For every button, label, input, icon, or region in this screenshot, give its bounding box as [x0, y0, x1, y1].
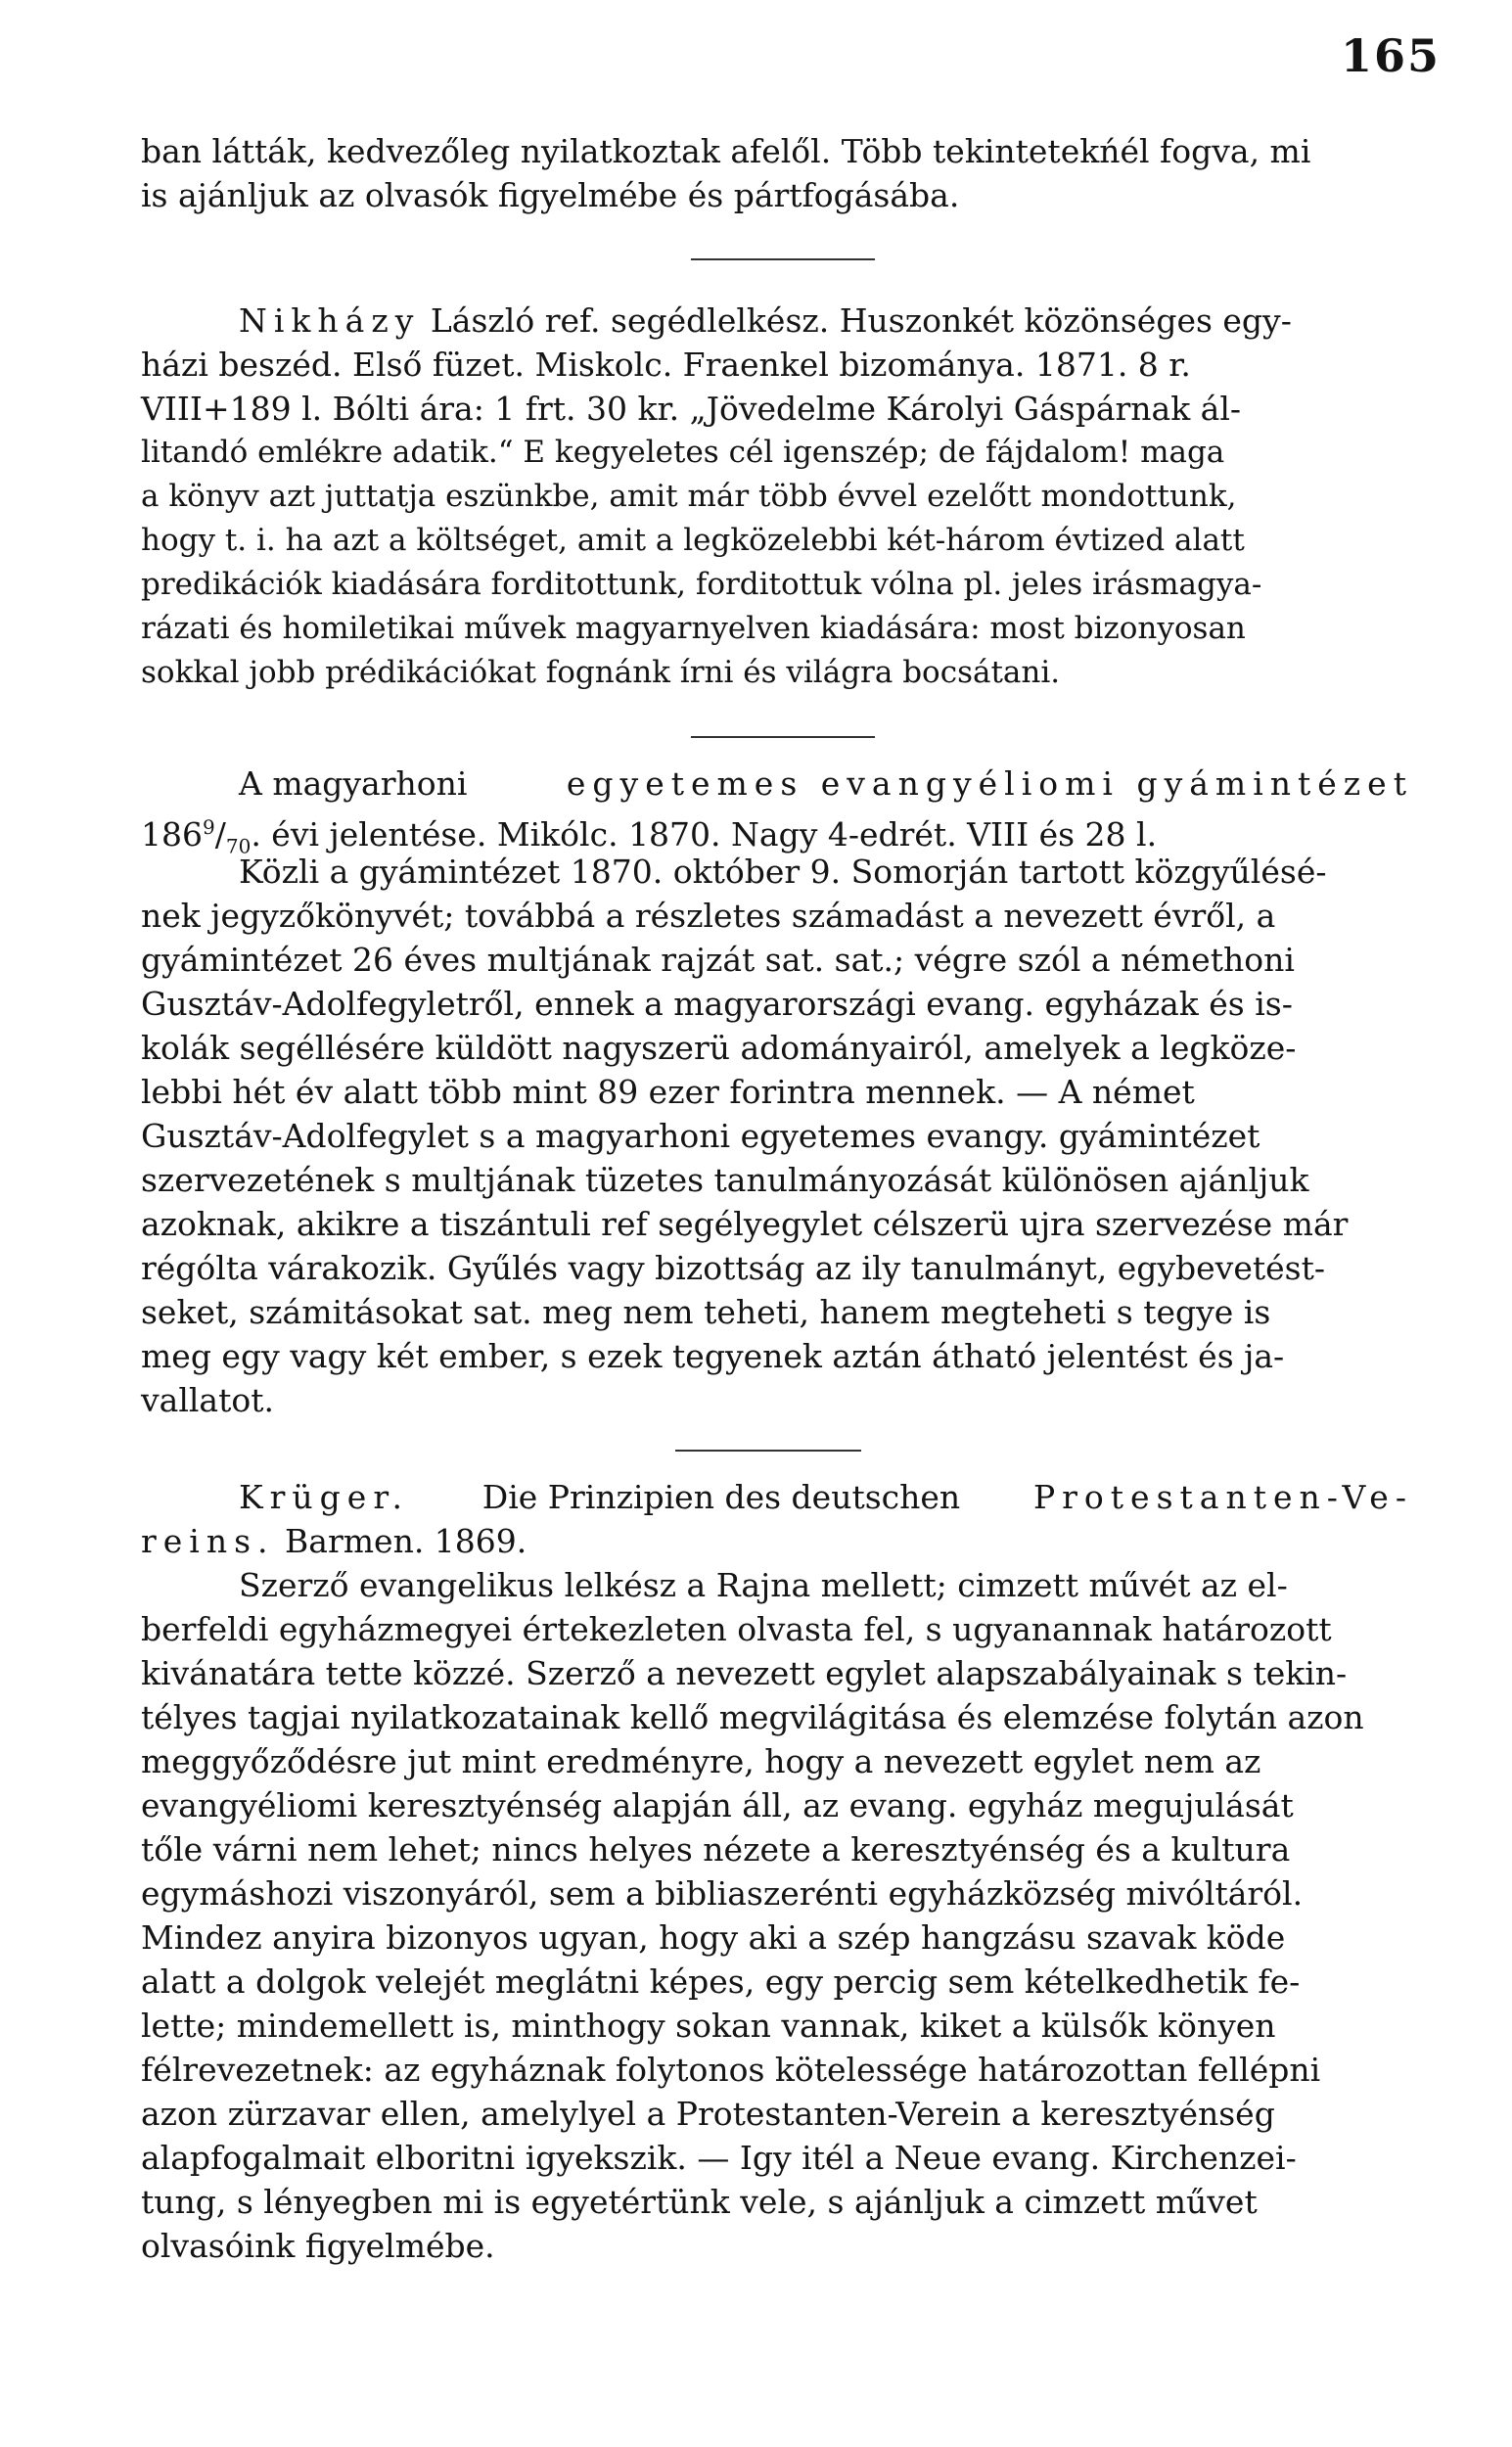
text-line: rázati és homiletikai művek magyarnyelven kiadására: most bizonyosan: [141, 611, 1246, 646]
text-line: evangyéliomi keresztyénség alapján áll, az evang. egyház megujulását: [141, 1786, 1294, 1824]
separator-rule: [675, 1450, 861, 1452]
section-3: [141, 762, 1413, 1422]
separator-rule: [691, 736, 875, 738]
author-name: Krüger.: [239, 1478, 409, 1516]
section-2: [141, 299, 1413, 695]
text-line: a könyv azt juttatja eszünkbe, amit már több évvel ezelőtt mondottunk,: [141, 479, 1237, 514]
text-line: régólta várakozik. Gyűlés vagy bizottság az ily tanulmányt, egybevetést-: [141, 1249, 1325, 1287]
section-4: [141, 1475, 1413, 2268]
text-line: meg egy vagy két ember, s ezek tegyenek aztán átható jelentést és ja-: [141, 1337, 1285, 1375]
text-line: predikációk kiadására forditottunk, forditottuk vólna pl. jeles irásmagya-: [141, 567, 1262, 602]
text-line: házi beszéd. Első füzet. Miskolc. Fraenkel bizománya. 1871. 8 r.: [141, 346, 1191, 384]
text-line: meggyőződésre jut mint eredményre, hogy a nevezett egylet nem az: [141, 1742, 1261, 1780]
text-line: litandó emlékre adatik.“ E kegyeletes cél igenszép; de fájdalom! maga: [141, 435, 1225, 470]
text-line: reins. Barmen. 1869.: [141, 1522, 527, 1560]
text-line: tőle várni nem lehet; nincs helyes nézete a keresztyénség és a kultura: [141, 1830, 1291, 1869]
text-line: nek jegyzőkönyvét; továbbá a részletes számadást a nevezett évről, a: [141, 897, 1276, 935]
text-line: alatt a dolgok velejét meglátni képes, egy percig sem kételkedhetik fe-: [141, 1962, 1301, 2001]
text-line: Gusztáv-Adolfegylet s a magyarhoni egyetemes evangy. gyámintézet: [141, 1117, 1260, 1155]
text-line: $186^9/_{70}$. évi jelentése. Mikólc. 1870. Nagy 4-edrét. VIII és 28 l.: [141, 815, 1158, 858]
text-line: berfeldi egyházmegyei értekezleten olvasta fel, s ugyanannak határozott: [141, 1610, 1332, 1648]
page-number: 165: [1341, 29, 1442, 82]
text-line: [141, 1475, 1413, 1519]
text-line: Mindez anyira bizonyos ugyan, hogy aki a szép hangzásu szavak köde: [141, 1918, 1286, 1957]
text-line: [141, 762, 1413, 806]
text-line: alapfogalmait elboritni igyekszik. — Igy itél a Neue evang. Kirchenzei-: [141, 2139, 1297, 2177]
book-title-spaced: Protestanten-Ve-: [1032, 1478, 1413, 1516]
text-line: ban látták, kedvezőleg nyilatkoztak afelől. Több tekintetekńél fogva, mi: [141, 132, 1311, 170]
text-line: félrevezetnek: az egyháznak folytonos kötelessége határozottan fellépni: [141, 2051, 1321, 2089]
text-line: Szerző evangelikus lelkész a Rajna mellett; cimzett művét az el-: [239, 1566, 1288, 1604]
text-line: hogy t. i. ha azt a költséget, amit a legközelebbi két-három évtized alatt: [141, 523, 1245, 558]
text-line: olvasóink figyelmébe.: [141, 2227, 495, 2265]
report-title-prefix: A magyarhoni: [239, 764, 468, 803]
text-line: kivánatára tette közzé. Szerző a nevezett egylet alapszabályainak s tekin-: [141, 1654, 1348, 1692]
text-line: tung, s lényegben mi is egyetértünk vele, s ajánljuk a cimzett művet: [141, 2183, 1258, 2221]
text-line: kolák segéllésére küldött nagyszerü adományairól, amelyek a legköze-: [141, 1029, 1297, 1067]
text-line: vallatot.: [141, 1381, 274, 1419]
text-line: lette; mindemellett is, minthogy sokan vannak, kiket a külsők könyen: [141, 2007, 1276, 2045]
text-line: azon zürzavar ellen, amelylyel a Protestanten-Verein a keresztyénség: [141, 2095, 1275, 2133]
section-1: [141, 129, 1413, 217]
text-line: gyámintézet 26 éves multjának rajzát sat. sat.; végre szól a némethoni: [141, 941, 1295, 979]
text-line: azoknak, akikre a tiszántuli ref segélyegylet célszerü ujra szervezése már: [141, 1205, 1349, 1243]
text-line: egymáshozi viszonyáról, sem a bibliaszerénti egyházközség mivóltáról.: [141, 1874, 1304, 1913]
text-line: szervezetének s multjának tüzetes tanulmányozását különösen ajánljuk: [141, 1161, 1309, 1199]
text-line: VIII+189 l. Bólti ára: 1 frt. 30 kr. „Jövedelme Károlyi Gáspárnak ál-: [141, 390, 1242, 428]
text-line: Nikházy László ref. segédlelkész. Huszonkét közönséges egy-: [141, 299, 1413, 343]
report-title: egyetemes evangyéliomi gyámintézet: [566, 764, 1413, 803]
text-line: télyes tagjai nyilatkozatainak kellő megvilágitása és elemzése folytán azon: [141, 1698, 1364, 1736]
text-line: Gusztáv-Adolfegyletről, ennek a magyarországi evang. egyházak és is-: [141, 985, 1293, 1023]
text-line: lebbi hét év alatt több mint 89 ezer forintra mennek. — A német: [141, 1073, 1195, 1111]
separator-rule: [691, 258, 875, 260]
text-line: seket, számitásokat sat. meg nem teheti, hanem megteheti s tegye is: [141, 1293, 1271, 1331]
text-line: is ajánljuk az olvasók figyelmébe és pártfogásába.: [141, 176, 960, 214]
text-line: Közli a gyámintézet 1870. október 9. Somorján tartott közgyűlésé-: [239, 853, 1327, 891]
book-title: Die Prinzipien des deutschen: [481, 1478, 961, 1516]
author-name: Nikházy: [239, 301, 421, 340]
text-line: sokkal jobb prédikációkat fognánk írni és világra bocsátani.: [141, 655, 1061, 690]
